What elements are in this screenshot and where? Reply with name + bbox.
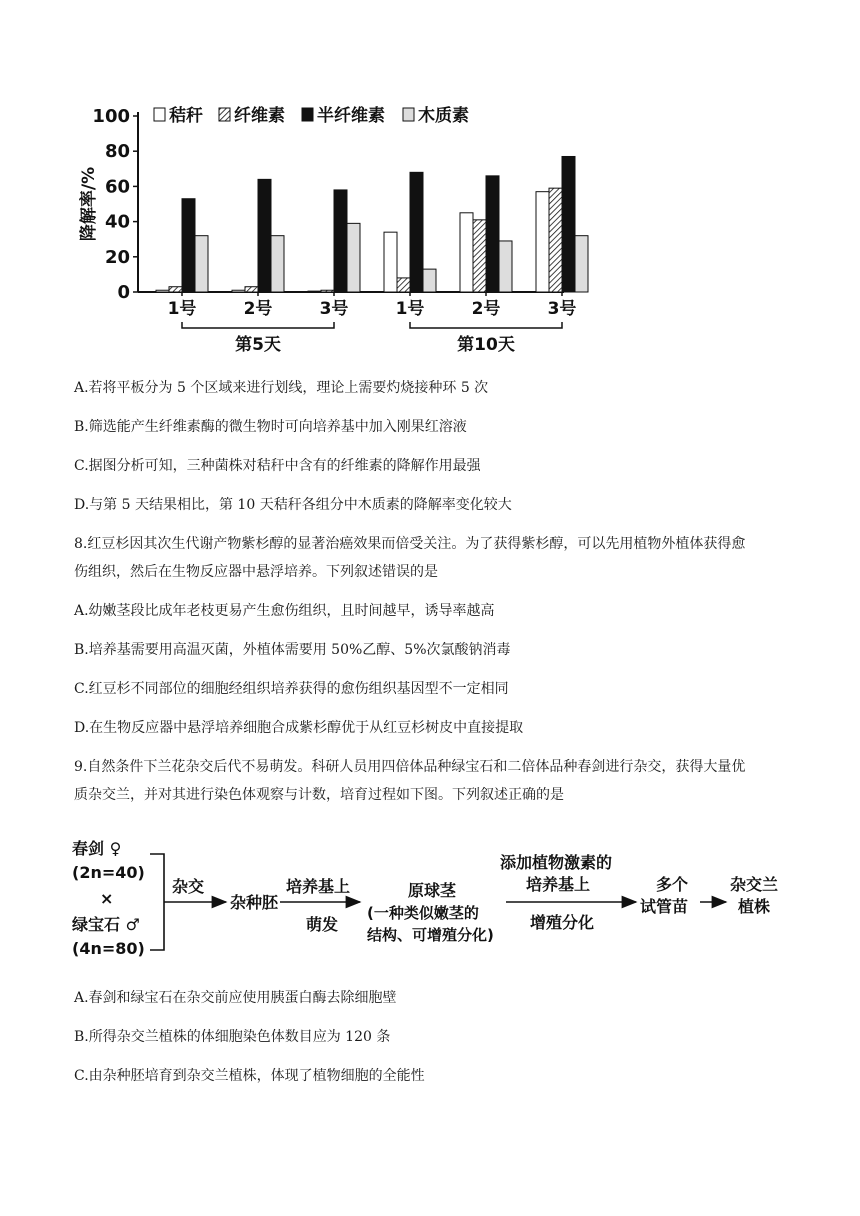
label-hormone-medium-1: 添加植物激素的 — [500, 853, 613, 872]
node-protocorm: 原球茎 — [408, 881, 457, 900]
q8-stem-line1: 8.红豆杉因其次生代谢产物紫杉醇的显著治癌效果而倍受关注。为了获得紫杉醇，可以先用植物外植体获得愈 — [74, 536, 746, 552]
parent-male: 绿宝石 ♂ — [72, 915, 140, 934]
q9-stem-line2: 质杂交兰，并对其进行染色体观察与计数，培育过程如下图。下列叙述正确的是 — [74, 787, 564, 803]
bar-秸秆 — [384, 232, 397, 292]
legend-swatch-木质素 — [403, 108, 414, 121]
y-axis-label: 降解率/% — [79, 166, 99, 242]
protocorm-note-1: (一种类似嫩茎的 — [367, 904, 479, 922]
bar-木质素 — [271, 236, 284, 292]
bar-秸秆 — [156, 290, 169, 292]
bar-秸秆 — [460, 213, 473, 292]
bar-半纤维素 — [334, 190, 347, 292]
bar-半纤维素 — [182, 199, 195, 292]
bar-纤维素 — [169, 287, 182, 292]
bar-纤维素 — [321, 290, 334, 292]
cross-symbol: × — [100, 889, 114, 908]
label-germinate: 萌发 — [306, 915, 339, 934]
y-tick-label: 0 — [117, 282, 130, 303]
bar-半纤维素 — [258, 179, 271, 292]
node-seedlings-2: 试管苗 — [640, 897, 689, 916]
bar-木质素 — [423, 269, 436, 292]
bar-秸秆 — [232, 290, 245, 292]
bar-秸秆 — [536, 192, 549, 292]
bar-纤维素 — [245, 287, 258, 292]
q8-option-b: B.培养基需要用高温灭菌，外植体需要用 50%乙醇、5%次氯酸钠消毒 — [74, 642, 511, 658]
q7-option-b: B.筛选能产生纤维素酶的微生物时可向培养基中加入刚果红溶液 — [74, 419, 467, 435]
q8-option-c: C.红豆杉不同部位的细胞经组织培养获得的愈伤组织基因型不一定相同 — [74, 681, 509, 697]
bar-纤维素 — [549, 188, 562, 292]
bar-木质素 — [195, 236, 208, 292]
parent-female-ploidy: (2n=40) — [72, 863, 145, 882]
bar-半纤维素 — [410, 172, 423, 292]
q9-option-a: A.春剑和绿宝石在杂交前应使用胰蛋白酶去除细胞壁 — [74, 990, 397, 1006]
legend-swatch-秸秆 — [154, 108, 165, 121]
q7-option-d: D.与第 5 天结果相比，第 10 天秸秆各组分中木质素的降解率变化较大 — [74, 497, 512, 513]
bar-纤维素 — [397, 278, 410, 292]
y-tick-label: 80 — [104, 141, 130, 163]
legend-swatch-半纤维素 — [302, 108, 313, 121]
protocorm-note-2: 结构、可增殖分化) — [367, 926, 494, 944]
x-tick-label: 2号 — [243, 299, 273, 319]
x-tick-label: 1号 — [395, 299, 425, 319]
legend-label: 半纤维素 — [317, 106, 385, 126]
y-tick-label: 60 — [104, 176, 130, 198]
bar-秸秆 — [308, 291, 321, 292]
q9-stem-line1: 9.自然条件下兰花杂交后代不易萌发。科研人员用四倍体品种绿宝石和二倍体品种春剑进行杂交，获得大量优 — [74, 759, 746, 775]
node-plant-2: 植株 — [738, 897, 771, 916]
bar-木质素 — [575, 236, 588, 292]
x-tick-label: 1号 — [167, 299, 197, 319]
x-tick-label: 2号 — [471, 299, 501, 319]
bar-木质素 — [499, 241, 512, 292]
cross-bracket — [150, 854, 164, 950]
q9-option-b: B.所得杂交兰植株的体细胞染色体数目应为 120 条 — [74, 1029, 391, 1045]
label-proliferate: 增殖分化 — [530, 913, 595, 932]
bar-半纤维素 — [486, 176, 499, 292]
q9-option-c: C.由杂种胚培育到杂交兰植株，体现了植物细胞的全能性 — [74, 1068, 425, 1084]
bar-木质素 — [347, 223, 360, 292]
breeding-flow-diagram — [64, 826, 794, 966]
group-label: 第5天 — [235, 335, 281, 355]
group-label: 第10天 — [457, 335, 515, 355]
group-bracket — [182, 322, 334, 328]
q8-option-d: D.在生物反应器中悬浮培养细胞合成紫杉醇优于从红豆杉树皮中直接提取 — [74, 720, 524, 736]
y-tick-label: 20 — [104, 246, 130, 268]
group-bracket — [410, 322, 562, 328]
q8-option-a: A.幼嫩茎段比成年老枝更易产生愈伤组织，且时间越早，诱导率越高 — [74, 603, 495, 619]
bar-纤维素 — [473, 220, 486, 292]
node-hybrid-embryo: 杂种胚 — [230, 893, 279, 912]
parent-male-ploidy: (4n=80) — [72, 939, 145, 958]
q8-stem-line2: 伤组织，然后在生物反应器中悬浮培养。下列叙述错误的是 — [74, 564, 438, 580]
legend-swatch-纤维素 — [219, 108, 230, 121]
legend-label: 木质素 — [418, 106, 469, 126]
q7-option-a: A.若将平板分为 5 个区域来进行划线，理论上需要灼烧接种环 5 次 — [74, 380, 489, 396]
x-tick-label: 3号 — [547, 299, 577, 319]
bar-半纤维素 — [562, 156, 575, 292]
label-hormone-medium-2: 培养基上 — [526, 875, 591, 894]
parent-female: 春剑 ♀ — [72, 839, 122, 858]
node-seedlings-1: 多个 — [656, 875, 689, 894]
degradation-rate-chart — [74, 96, 577, 358]
node-plant-1: 杂交兰 — [730, 875, 779, 894]
q7-option-c: C.据图分析可知，三种菌株对秸秆中含有的纤维素的降解作用最强 — [74, 458, 481, 474]
label-medium: 培养基上 — [286, 877, 351, 896]
x-tick-label: 3号 — [319, 299, 349, 319]
legend-label: 秸秆 — [169, 106, 203, 126]
y-tick-label: 100 — [92, 106, 130, 127]
label-hybridize: 杂交 — [172, 877, 205, 896]
y-tick-label: 40 — [104, 211, 130, 233]
legend-label: 纤维素 — [234, 106, 285, 126]
